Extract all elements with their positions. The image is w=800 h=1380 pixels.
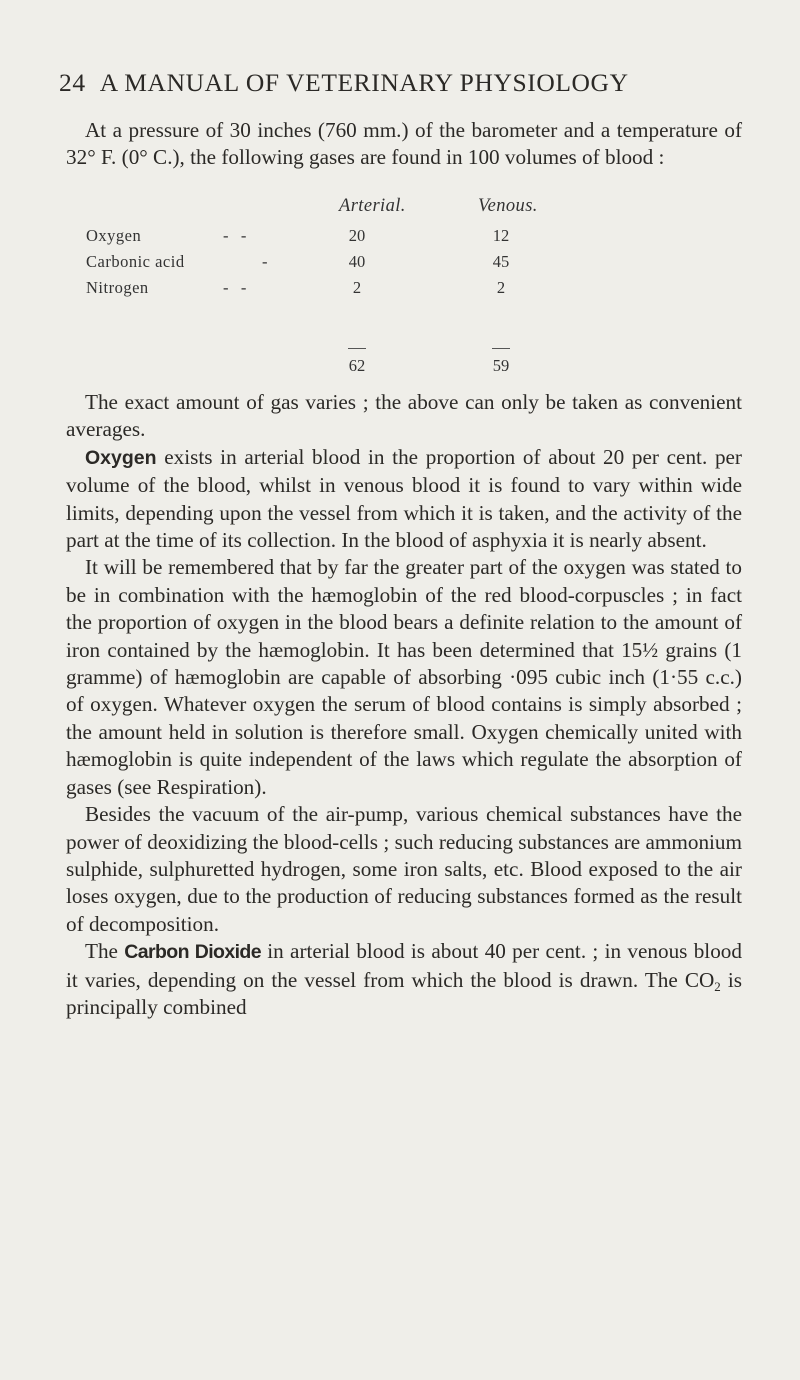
intro-block — [66, 117, 742, 172]
leader-dashes: - - — [223, 226, 247, 245]
lead-word: Oxygen — [85, 446, 157, 469]
paragraph-text: exists in arterial blood in the proportion of about 20 per cent. per volume of the blood, whilst in venous blood it is found to vary within wide limits, depending upon the vessel from which it is taken, and the activity of the part at the time of its collection. In the blood of asphyxia it is nearly absent. — [66, 444, 742, 553]
totals-row — [86, 356, 566, 378]
venous-total: 59 — [492, 356, 510, 375]
gas-name: Carbonic acid — [86, 252, 185, 271]
paragraph-text: in arterial blood is about 40 per cent. ; in venous blood it varies, depending on the vessel from which the blood is drawn. The CO — [66, 939, 742, 992]
col-head-venous: Venous. — [478, 196, 538, 216]
intro-paragraph: At a pressure of 30 inches (760 mm.) of the barometer and a temperature of 32° F. (0° C.), the following gases are found in 100 volumes of blood : — [66, 118, 742, 170]
venous-value: 45 — [492, 252, 510, 271]
venous-value: 12 — [492, 226, 510, 245]
lead-word: Carbon Dioxide — [124, 941, 261, 964]
page-number: 24 — [59, 68, 86, 97]
running-head — [59, 68, 759, 98]
table-row — [86, 226, 566, 248]
arterial-value: 20 — [348, 226, 366, 245]
paragraph-text: is principally combined — [66, 967, 742, 1019]
paragraph: Besides the vacuum of the air-pump, various chemical substances have the power of deoxidizing the blood-cells ; such reducing substances are ammonium sulphide, sulphuretted hydrogen, some iron salts, etc. Blood exposed to the air loses oxygen, due to the production of reducing substances formed as the result of decomposition. — [66, 802, 742, 936]
subscript: 2 — [714, 978, 721, 994]
paragraph: The exact amount of gas varies ; the above can only be taken as convenient averages. — [66, 390, 742, 442]
leader-dashes: - - — [223, 278, 247, 297]
arterial-value: 40 — [348, 252, 366, 271]
col-head-arterial: Arterial. — [339, 196, 406, 216]
gas-table — [86, 196, 566, 376]
sum-rule — [348, 348, 366, 349]
venous-value: 2 — [496, 278, 506, 297]
arterial-total: 62 — [348, 356, 366, 375]
paragraph — [66, 444, 742, 555]
body-text — [66, 389, 742, 1021]
gas-name: Nitrogen — [86, 278, 149, 297]
leader-dashes: - — [262, 252, 268, 271]
arterial-value: 2 — [352, 278, 362, 297]
table-row — [86, 252, 566, 274]
gas-name: Oxygen — [86, 226, 142, 245]
table-row — [86, 278, 566, 300]
paragraph — [66, 938, 742, 1021]
paragraph: It will be remembered that by far the greater part of the oxygen was stated to be in combination with the hæmoglobin of the red blood-corpuscles ; in fact the proportion of oxygen in the blood bears a definite relation to the amount of iron contained by the hæmoglobin. It has been determined that 15½ grains (1 gramme) of hæmoglobin are capable of absorbing ·095 cubic inch (1·55 c.c.) of oxygen. Whatever oxygen the serum of blood contains is simply absorbed ; the amount held in solution is therefore small. Oxygen chemically united with hæmoglobin is quite independent of the laws which regulate the absorption of gases (see Respiration). — [66, 555, 742, 799]
sum-rule — [492, 348, 510, 349]
paragraph-text: The — [85, 939, 125, 964]
book-title: A MANUAL OF VETERINARY PHYSIOLOGY — [99, 68, 629, 97]
